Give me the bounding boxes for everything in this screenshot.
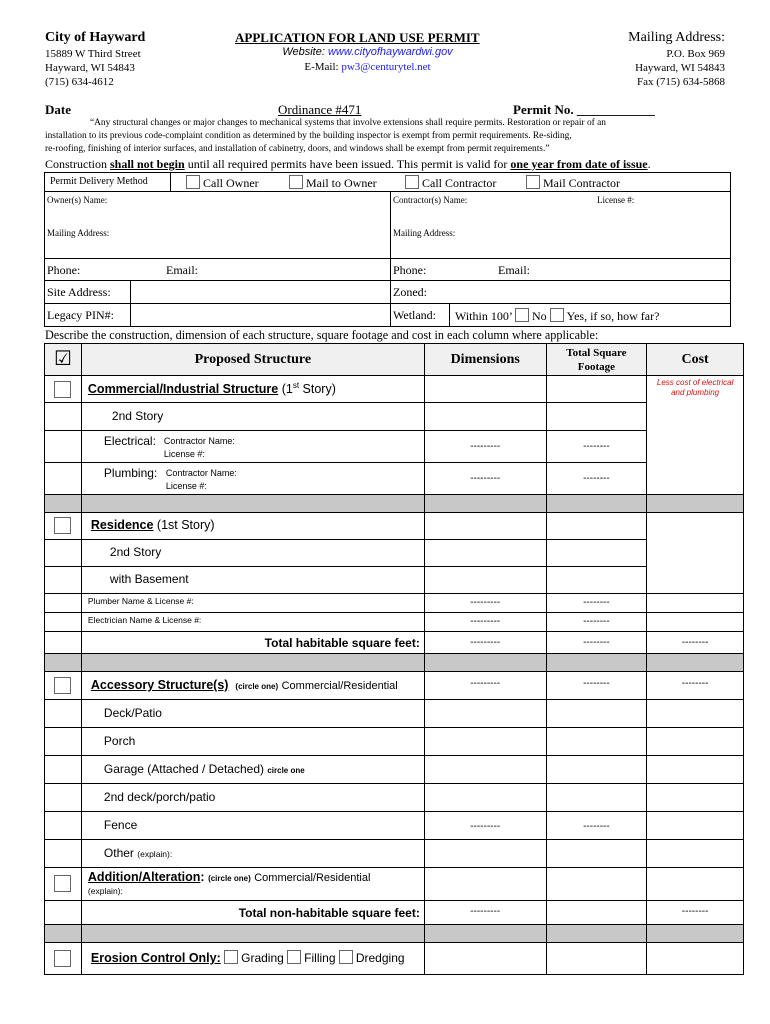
table-row [45, 567, 744, 594]
separator-row [45, 495, 744, 513]
residence-sqft[interactable] [546, 513, 647, 540]
accessory-label-cell [81, 672, 424, 700]
addition-colon: : [200, 870, 205, 884]
total-nonhabitable-label: Total non-habitable square feet: [81, 901, 424, 925]
addition-explain: (explain): [87, 886, 123, 896]
erosion-cell [81, 943, 424, 975]
row-check-cell [45, 431, 82, 463]
table-row [45, 901, 744, 925]
header-proposed-structure: Proposed Structure [81, 344, 424, 376]
table-row [45, 513, 744, 540]
commercial-structure-label: Commercial/Industrial Structure [87, 382, 279, 397]
deck-dimensions[interactable] [424, 700, 546, 728]
separator-row [45, 925, 744, 943]
row-check-cell [45, 868, 82, 901]
plumbing-contractor-label: Contractor Name: [165, 468, 237, 478]
deck-patio: Deck/Patio [81, 700, 424, 728]
mail-city: Hayward, WI 54843 [635, 62, 725, 74]
checkbox[interactable] [405, 175, 419, 189]
plumbing-cell [81, 463, 424, 495]
email-line [270, 61, 465, 73]
table-row [45, 613, 744, 632]
option-mail-contractor[interactable] [526, 175, 620, 191]
website-label: Website: [282, 46, 325, 58]
fence-sqft-dash: -------- [546, 812, 647, 840]
option-label: Mail Contractor [543, 176, 620, 190]
option-label: Call Contractor [422, 176, 497, 190]
cost-note: Less cost of electrical and plumbing [647, 376, 744, 495]
story-sup: st [292, 381, 300, 390]
row-check-cell [45, 567, 82, 594]
filling-checkbox[interactable] [287, 950, 301, 964]
row-check-cell [45, 403, 82, 431]
mailing-address [635, 47, 725, 89]
basement-sqft[interactable] [546, 567, 647, 594]
total-hab-dimensions-dash: --------- [424, 632, 546, 654]
dredging-checkbox[interactable] [339, 950, 353, 964]
table-row [45, 463, 744, 495]
electrical-license-label: License #: [163, 449, 205, 459]
porch-sqft[interactable] [546, 728, 647, 756]
accessory-checkbox[interactable] [54, 677, 71, 694]
commercial-checkbox[interactable] [54, 381, 71, 398]
table-row [45, 594, 744, 613]
basement-dimensions[interactable] [424, 567, 546, 594]
electrician-license: Electrician Name & License #: [81, 613, 424, 632]
wetland-options [455, 308, 659, 324]
erosion-checkbox[interactable] [54, 950, 71, 967]
owner-mailing-label: Mailing Address: [47, 228, 110, 238]
electrician-sqft-dash: -------- [546, 613, 647, 632]
contractor-phone-label: Phone: [393, 263, 427, 277]
second-story-sqft[interactable] [546, 403, 647, 431]
applicant-info [44, 191, 731, 327]
city-name: City of Hayward [45, 30, 146, 45]
table-row [45, 376, 744, 403]
other-label: Other [103, 846, 134, 860]
header-dimensions: Dimensions [424, 344, 546, 376]
grading-checkbox[interactable] [224, 950, 238, 964]
address-line-2: Hayward, WI 54843 [45, 62, 135, 74]
row-check-cell [45, 756, 82, 784]
website-line [270, 46, 465, 58]
row-check-cell [45, 901, 82, 925]
plumbing-license-label: License #: [165, 481, 207, 491]
table-row [45, 632, 744, 654]
row-check-cell [45, 376, 82, 403]
form-title: APPLICATION FOR LAND USE PERMIT [235, 30, 480, 45]
check-column-icon: ☑ [45, 344, 82, 376]
owner-email-label: Email: [166, 263, 198, 277]
checkbox[interactable] [289, 175, 303, 189]
deck-sqft[interactable] [546, 700, 647, 728]
accessory-cost-dash: -------- [647, 672, 744, 700]
res-second-dimensions[interactable] [424, 540, 546, 567]
email-label: E-Mail: [304, 61, 339, 73]
erosion-label: Erosion Control Only: [90, 951, 221, 965]
date-label: Date [45, 102, 71, 117]
table-row [45, 840, 744, 868]
row-check-cell [45, 632, 82, 654]
delivery-method-row [44, 172, 731, 192]
deck2-cost[interactable] [647, 784, 744, 812]
table-row [45, 868, 744, 901]
dredging-label: Dredging [355, 951, 405, 965]
fax-number: Fax (715) 634-5868 [637, 76, 725, 88]
addition-label: Addition/Alteration [87, 870, 201, 884]
addition-circle-one: (circle one) [208, 874, 251, 883]
other-dimensions[interactable] [424, 840, 546, 868]
res-second-sqft[interactable] [546, 540, 647, 567]
commercial-second-story: 2nd Story [81, 403, 424, 431]
table-row [45, 943, 744, 975]
total-habitable-label: Total habitable square feet: [81, 632, 424, 654]
table-row [45, 812, 744, 840]
option-label: Mail to Owner [306, 176, 377, 190]
electrical-label: Electrical: [103, 434, 156, 448]
second-deck: 2nd deck/porch/patio [81, 784, 424, 812]
garage-label: Garage (Attached / Detached) [103, 762, 264, 776]
mailing-title: Mailing Address: [628, 30, 725, 45]
plumber-cost[interactable] [647, 594, 744, 613]
email-link[interactable]: pw3@centurytel.net [341, 61, 431, 73]
erosion-cost[interactable] [647, 943, 744, 975]
row-check-cell [45, 672, 82, 700]
commercial-sqft[interactable] [546, 376, 647, 403]
construction-end: . [647, 157, 651, 171]
electrician-cost[interactable] [647, 613, 744, 632]
table-header-row [45, 344, 744, 376]
table-row [45, 403, 744, 431]
checkbox[interactable] [526, 175, 540, 189]
contractor-name-label: Contractor(s) Name: [393, 195, 468, 205]
plumbing-dimensions-dash: --------- [424, 463, 546, 495]
city-phone: (715) 634-4612 [45, 76, 114, 88]
addition-cost[interactable] [647, 868, 744, 901]
row-check-cell [45, 840, 82, 868]
yes-checkbox[interactable] [550, 308, 564, 322]
row-check-cell [45, 784, 82, 812]
intro-line-3: re-roofing, finishing of interior surfaces, and installation of cabinetry, doors, and windows shall be exempt from permit requirements.” [45, 144, 550, 154]
structure-table [44, 343, 744, 975]
total-nonhab-sqft[interactable] [546, 901, 647, 925]
accessory-label: Accessory Structure(s) [90, 678, 229, 692]
garage-circle-one: circle one [267, 766, 305, 775]
city-address [45, 47, 141, 89]
plumber-sqft-dash: -------- [546, 594, 647, 613]
commercial-label-cell [81, 376, 424, 403]
construction-mid: until all required permits have been issued. This permit is valid for [184, 157, 511, 171]
table-row [45, 672, 744, 700]
addition-cell [81, 868, 424, 901]
table-row [45, 431, 744, 463]
intro-line-1: “Any structural changes or major changes to mechanical systems that involve extensions shall require permits. Restoration or repair of an [90, 118, 606, 128]
table-row [45, 700, 744, 728]
plumber-dimensions-dash: --------- [424, 594, 546, 613]
accessory-comm-res: Commercial/Residential [281, 680, 398, 692]
intro-text [45, 117, 735, 156]
within-100-label: Within 100’ [455, 309, 512, 323]
electrical-sqft-dash: -------- [546, 431, 647, 463]
construction-notice [45, 157, 651, 172]
second-story-dimensions[interactable] [424, 403, 546, 431]
option-call-contractor[interactable] [405, 175, 496, 191]
header-total-sqft: Total Square Footage [546, 344, 647, 376]
filling-label: Filling [304, 951, 336, 965]
garage-dimensions[interactable] [424, 756, 546, 784]
row-check-cell [45, 513, 82, 540]
total-nonhab-dimensions-dash: --------- [424, 901, 546, 925]
row-check-cell [45, 540, 82, 567]
fence: Fence [81, 812, 424, 840]
deck-cost[interactable] [647, 700, 744, 728]
row-check-cell [45, 463, 82, 495]
table-row [45, 540, 744, 567]
website-link[interactable]: www.cityofhaywardwi.gov [327, 46, 453, 58]
separator-row [45, 654, 744, 672]
electrical-cell [81, 431, 424, 463]
garage-sqft[interactable] [546, 756, 647, 784]
porch: Porch [81, 728, 424, 756]
accessory-dimensions-dash: --------- [424, 672, 546, 700]
grading-label: Grading [241, 951, 284, 965]
option-call-owner[interactable] [186, 175, 259, 191]
electrical-dimensions-dash: --------- [424, 431, 546, 463]
row-check-cell [45, 613, 82, 632]
contractor-email-label: Email: [498, 263, 530, 277]
porch-cost[interactable] [647, 728, 744, 756]
plumber-license: Plumber Name & License #: [81, 594, 424, 613]
residence-label: Residence [90, 518, 154, 532]
ordinance-number: Ordinance #471 [278, 102, 362, 117]
row-check-cell [45, 943, 82, 975]
no-checkbox[interactable] [515, 308, 529, 322]
construction-validity: one year from date of issue [510, 157, 648, 171]
addition-dimensions[interactable] [424, 868, 546, 901]
header-cost: Cost [647, 344, 744, 376]
total-hab-sqft-dash: -------- [546, 632, 647, 654]
total-nonhab-cost-dash: -------- [647, 901, 744, 925]
row-check-cell [45, 700, 82, 728]
fence-dimensions-dash: --------- [424, 812, 546, 840]
commercial-dimensions[interactable] [424, 376, 546, 403]
legacy-pin-label: Legacy PIN#: [47, 308, 114, 322]
erosion-dimensions[interactable] [424, 943, 546, 975]
other-cell [81, 840, 424, 868]
electrical-contractor-label: Contractor Name: [163, 436, 235, 446]
describe-instructions: Describe the construction, dimension of each structure, square footage and cost in each column where applicable: [45, 328, 599, 342]
option-mail-owner[interactable] [289, 175, 377, 191]
license-label: License #: [597, 195, 635, 205]
residence-label-cell [81, 513, 424, 540]
accessory-sqft-dash: -------- [546, 672, 647, 700]
other-explain: (explain): [137, 849, 173, 859]
residence-cost[interactable] [647, 513, 744, 594]
yes-label: Yes, if so, how far? [566, 309, 660, 323]
residence-story: (1st Story) [153, 518, 215, 532]
fence-cost[interactable] [647, 812, 744, 840]
no-label: No [531, 309, 547, 323]
other-cost[interactable] [647, 840, 744, 868]
po-box: P.O. Box 969 [666, 48, 725, 60]
row-check-cell [45, 812, 82, 840]
deck2-dimensions[interactable] [424, 784, 546, 812]
deck2-sqft[interactable] [546, 784, 647, 812]
permit-number: Permit No. ____________ [513, 102, 655, 117]
story-post: Story) [299, 382, 336, 397]
residence-second-story: 2nd Story [81, 540, 424, 567]
table-row [45, 756, 744, 784]
wetland-label: Wetland: [393, 308, 437, 322]
address-line-1: 15889 W Third Street [45, 48, 141, 60]
site-address-label: Site Address: [47, 285, 111, 299]
checkbox[interactable] [186, 175, 200, 189]
other-sqft[interactable] [546, 840, 647, 868]
plumbing-sqft-dash: -------- [546, 463, 647, 495]
construction-pre: Construction [45, 157, 110, 171]
addition-checkbox[interactable] [54, 875, 71, 892]
delivery-label: Permit Delivery Method [45, 173, 171, 191]
addition-comm-res: Commercial/Residential [254, 872, 371, 884]
row-check-cell [45, 594, 82, 613]
intro-line-2: installation to its previous code-complaint condition as determined by the building inspector is exempt from permit requirements. Re-siding, [45, 131, 572, 141]
table-row [45, 728, 744, 756]
residence-dimensions[interactable] [424, 513, 546, 540]
zoned-label: Zoned: [393, 285, 427, 299]
owner-name-label: Owner(s) Name: [47, 195, 108, 205]
residence-checkbox[interactable] [54, 517, 71, 534]
porch-dimensions[interactable] [424, 728, 546, 756]
plumbing-label: Plumbing: [103, 466, 158, 480]
garage-cost[interactable] [647, 756, 744, 784]
row-check-cell [45, 728, 82, 756]
table-row [45, 784, 744, 812]
total-hab-cost-dash: -------- [647, 632, 744, 654]
contractor-mailing-label: Mailing Address: [393, 228, 456, 238]
addition-sqft[interactable] [546, 868, 647, 901]
accessory-circle-one: (circle one) [235, 682, 279, 691]
story-pre: (1 [278, 382, 293, 397]
owner-phone-label: Phone: [47, 263, 81, 277]
electrician-dimensions-dash: --------- [424, 613, 546, 632]
erosion-sqft[interactable] [546, 943, 647, 975]
garage-cell [81, 756, 424, 784]
residence-basement: with Basement [81, 567, 424, 594]
option-label: Call Owner [203, 176, 259, 190]
construction-bold: shall not begin [110, 157, 185, 171]
